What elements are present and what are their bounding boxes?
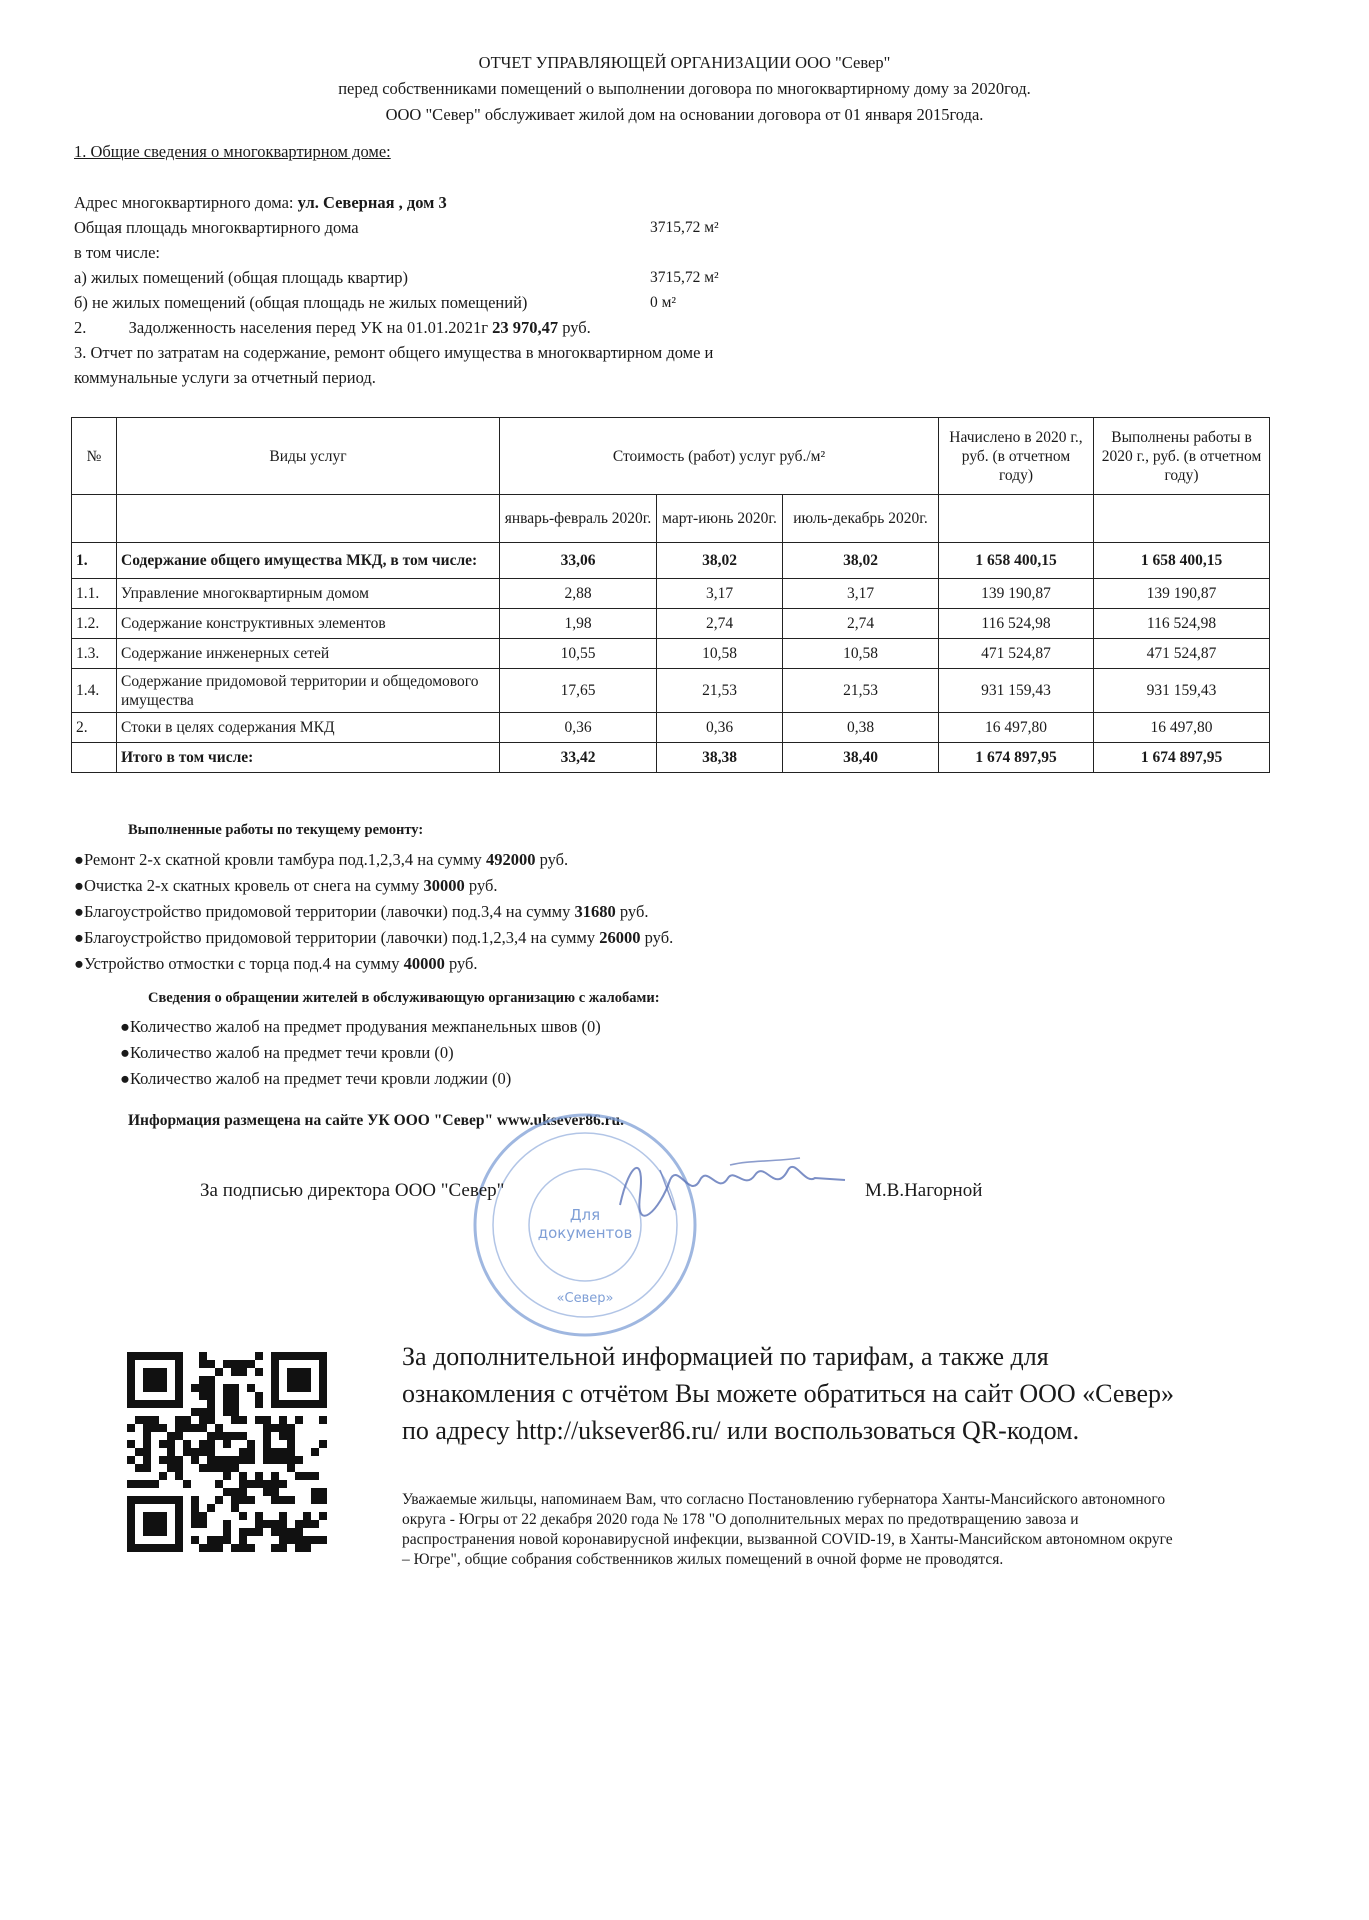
work-currency: руб.: [468, 876, 498, 895]
list-item: [74, 925, 673, 951]
row-done: 1 658 400,15: [1094, 543, 1270, 579]
stamp-text-1: Для: [569, 1206, 601, 1224]
header-empty: [72, 495, 117, 543]
table-row: [72, 743, 1270, 773]
row-done: 139 190,87: [1094, 579, 1270, 609]
header-period-3: июль-декабрь 2020г.: [783, 495, 939, 543]
row-charged: 16 497,80: [939, 713, 1094, 743]
row-cost-period-3: 3,17: [783, 579, 939, 609]
table-row: [72, 639, 1270, 669]
row-done: 1 674 897,95: [1094, 743, 1270, 773]
row-cost-period-1: 17,65: [500, 669, 657, 713]
work-text: ●Ремонт 2-х скатной кровли тамбура под.1,2,3,4 на сумму: [74, 850, 482, 869]
signature-label: За подписью директора ООО "Север": [200, 1180, 505, 1201]
debt-label: Задолженность населения перед УК на 01.01.2021г: [128, 318, 488, 337]
work-currency: руб.: [619, 902, 649, 921]
debt-currency: руб.: [562, 318, 591, 337]
works-list: [74, 847, 673, 977]
row-service-name: Стоки в целях содержания МКД: [117, 713, 500, 743]
work-text: ●Очистка 2-х скатных кровель от снега на сумму: [74, 876, 420, 895]
row-cost-period-1: 0,36: [500, 713, 657, 743]
row-cost-period-2: 10,58: [657, 639, 783, 669]
row-service-name: Итого в том числе:: [117, 743, 500, 773]
row-cost-period-2: 0,36: [657, 713, 783, 743]
row-number: 1.2.: [72, 609, 117, 639]
table-row: [72, 543, 1270, 579]
row-cost-period-3: 10,58: [783, 639, 939, 669]
header-number: №: [72, 418, 117, 495]
costs-report-title: 3. Отчет по затратам на содержание, ремонт общего имущества в многоквартирном доме и: [74, 343, 714, 362]
debt-number: 2.: [74, 318, 87, 337]
row-charged: 1 658 400,15: [939, 543, 1094, 579]
row-service-name: Содержание конструктивных элементов: [117, 609, 500, 639]
row-number: 1.: [72, 543, 117, 579]
list-item: [74, 899, 673, 925]
row-service-name: Содержание общего имущества МКД, в том числе:: [117, 543, 500, 579]
row-number: [72, 743, 117, 773]
costs-table: [71, 417, 1270, 773]
row-charged: 139 190,87: [939, 579, 1094, 609]
work-currency: руб.: [539, 850, 569, 869]
header-empty: [117, 495, 500, 543]
work-amount: 31680: [574, 902, 616, 921]
list-item: ●Количество жалоб на предмет течи кровли (0): [120, 1043, 454, 1062]
total-area-value: 3715,72 м²: [650, 219, 719, 236]
additional-info: За дополнительной информацией по тарифам, а также для ознакомления с отчётом Вы можете обратиться на сайт ООО «Север» по адресу http://uksever86.ru/ или воспользоваться QR-кодом.: [402, 1342, 1175, 1445]
row-done: 931 159,43: [1094, 669, 1270, 713]
row-cost-period-3: 38,40: [783, 743, 939, 773]
row-done: 116 524,98: [1094, 609, 1270, 639]
row-number: 1.4.: [72, 669, 117, 713]
complaints-title: Сведения о обращении жителей в обслуживающую организацию с жалобами:: [148, 990, 660, 1006]
row-cost-period-2: 3,17: [657, 579, 783, 609]
stamp-text-2: документов: [537, 1224, 633, 1242]
header-done: Выполнены работы в 2020 г., руб. (в отчетном году): [1094, 418, 1270, 495]
debt-amount: 23 970,47: [492, 318, 559, 337]
list-item: [74, 847, 673, 873]
costs-report-title-cont: коммунальные услуги за отчетный период.: [74, 368, 376, 387]
row-cost-period-1: 10,55: [500, 639, 657, 669]
header-empty: [1094, 495, 1270, 543]
row-cost-period-2: 21,53: [657, 669, 783, 713]
debt-line: [74, 315, 591, 340]
list-item: ●Количество жалоб на предмет течи кровли лоджии (0): [120, 1069, 512, 1088]
row-charged: 116 524,98: [939, 609, 1094, 639]
address-value: ул. Северная , дом 3: [297, 193, 447, 212]
row-done: 471 524,87: [1094, 639, 1270, 669]
work-amount: 492000: [485, 850, 536, 869]
row-charged: 471 524,87: [939, 639, 1094, 669]
site-info: Информация размещена на сайте УК ООО "Север" www.uksever86.ru.: [128, 1112, 624, 1129]
header-service: Виды услуг: [117, 418, 500, 495]
list-item: ●Количество жалоб на предмет продувания межпанельных швов (0): [120, 1017, 601, 1036]
row-number: 1.3.: [72, 639, 117, 669]
row-charged: 931 159,43: [939, 669, 1094, 713]
list-item: [74, 873, 673, 899]
director-signature: [600, 1150, 850, 1220]
work-amount: 40000: [403, 954, 445, 973]
row-cost-period-1: 1,98: [500, 609, 657, 639]
nonresidential-area-value: 0 м²: [650, 294, 677, 311]
row-number: 2.: [72, 713, 117, 743]
row-cost-period-3: 21,53: [783, 669, 939, 713]
table-row: [72, 579, 1270, 609]
complaints-list: [120, 1014, 601, 1092]
row-cost-period-1: 33,42: [500, 743, 657, 773]
row-service-name: Содержание придомовой территории и общедомового имущества: [117, 669, 500, 713]
list-item: [74, 951, 673, 977]
works-title: Выполненные работы по текущему ремонту:: [128, 822, 424, 838]
covid-notice: Уважаемые жильцы, напоминаем Вам, что согласно Постановлению губернатора Ханты-Мансийского автономного округа - Югры от 22 декабря 2020 года № 178 "О дополнительных мерах по предотвращению завоза и распространения новой коронавирусной инфекции, вызванной COVID-19, в Ханты-Мансийском автономном округе – Югре", общие собрания собственников жилых помещений в очной форме не проводятся.: [402, 1491, 1173, 1568]
row-cost-period-2: 38,38: [657, 743, 783, 773]
residential-area-value: 3715,72 м²: [650, 269, 719, 286]
row-cost-period-3: 38,02: [783, 543, 939, 579]
qr-code[interactable]: [127, 1352, 327, 1552]
work-amount: 26000: [599, 928, 641, 947]
report-subtitle: перед собственниками помещений о выполнении договора по многоквартирному дому за 2020год.: [338, 79, 1031, 98]
header-period-1: январь-февраль 2020г.: [500, 495, 657, 543]
work-text: ●Устройство отмостки с торца под.4 на сумму: [74, 954, 400, 973]
row-charged: 1 674 897,95: [939, 743, 1094, 773]
work-text: ●Благоустройство придомовой территории (лавочки) под.1,2,3,4 на сумму: [74, 928, 596, 947]
header-cost: Стоимость (работ) услуг руб./м²: [500, 418, 939, 495]
address-line: [74, 190, 447, 215]
header-charged: Начислено в 2020 г., руб. (в отчетном году): [939, 418, 1094, 495]
work-amount: 30000: [423, 876, 465, 895]
residential-area-label: а) жилых помещений (общая площадь квартир): [74, 268, 409, 287]
company-stamp: [470, 1110, 700, 1340]
work-currency: руб.: [644, 928, 674, 947]
table-row: [72, 669, 1270, 713]
header-period-2: март-июнь 2020г.: [657, 495, 783, 543]
director-name: М.В.Нагорной: [865, 1180, 983, 1201]
report-title: ОТЧЕТ УПРАВЛЯЮЩЕЙ ОРГАНИЗАЦИИ ООО "Север": [478, 53, 891, 72]
nonresidential-area-label: б) не жилых помещений (общая площадь не жилых помещений): [74, 293, 528, 312]
row-service-name: Управление многоквартирным домом: [117, 579, 500, 609]
row-cost-period-3: 0,38: [783, 713, 939, 743]
work-text: ●Благоустройство придомовой территории (лавочки) под.3,4 на сумму: [74, 902, 571, 921]
work-currency: руб.: [448, 954, 478, 973]
row-number: 1.1.: [72, 579, 117, 609]
row-done: 16 497,80: [1094, 713, 1270, 743]
section-general-title: 1. Общие сведения о многоквартирном доме:: [74, 142, 391, 161]
including-label: в том числе:: [74, 243, 161, 262]
table-row: [72, 609, 1270, 639]
row-cost-period-1: 33,06: [500, 543, 657, 579]
row-cost-period-2: 2,74: [657, 609, 783, 639]
header-empty: [939, 495, 1094, 543]
stamp-text-3: «Север»: [556, 1291, 614, 1306]
row-cost-period-2: 38,02: [657, 543, 783, 579]
address-label: Адрес многоквартирного дома:: [74, 193, 294, 212]
contract-info: ООО "Север" обслуживает жилой дом на основании договора от 01 января 2015года.: [385, 105, 984, 124]
table-row: [72, 713, 1270, 743]
row-cost-period-1: 2,88: [500, 579, 657, 609]
row-service-name: Содержание инженерных сетей: [117, 639, 500, 669]
total-area-label: Общая площадь многоквартирного дома: [74, 218, 359, 237]
row-cost-period-3: 2,74: [783, 609, 939, 639]
